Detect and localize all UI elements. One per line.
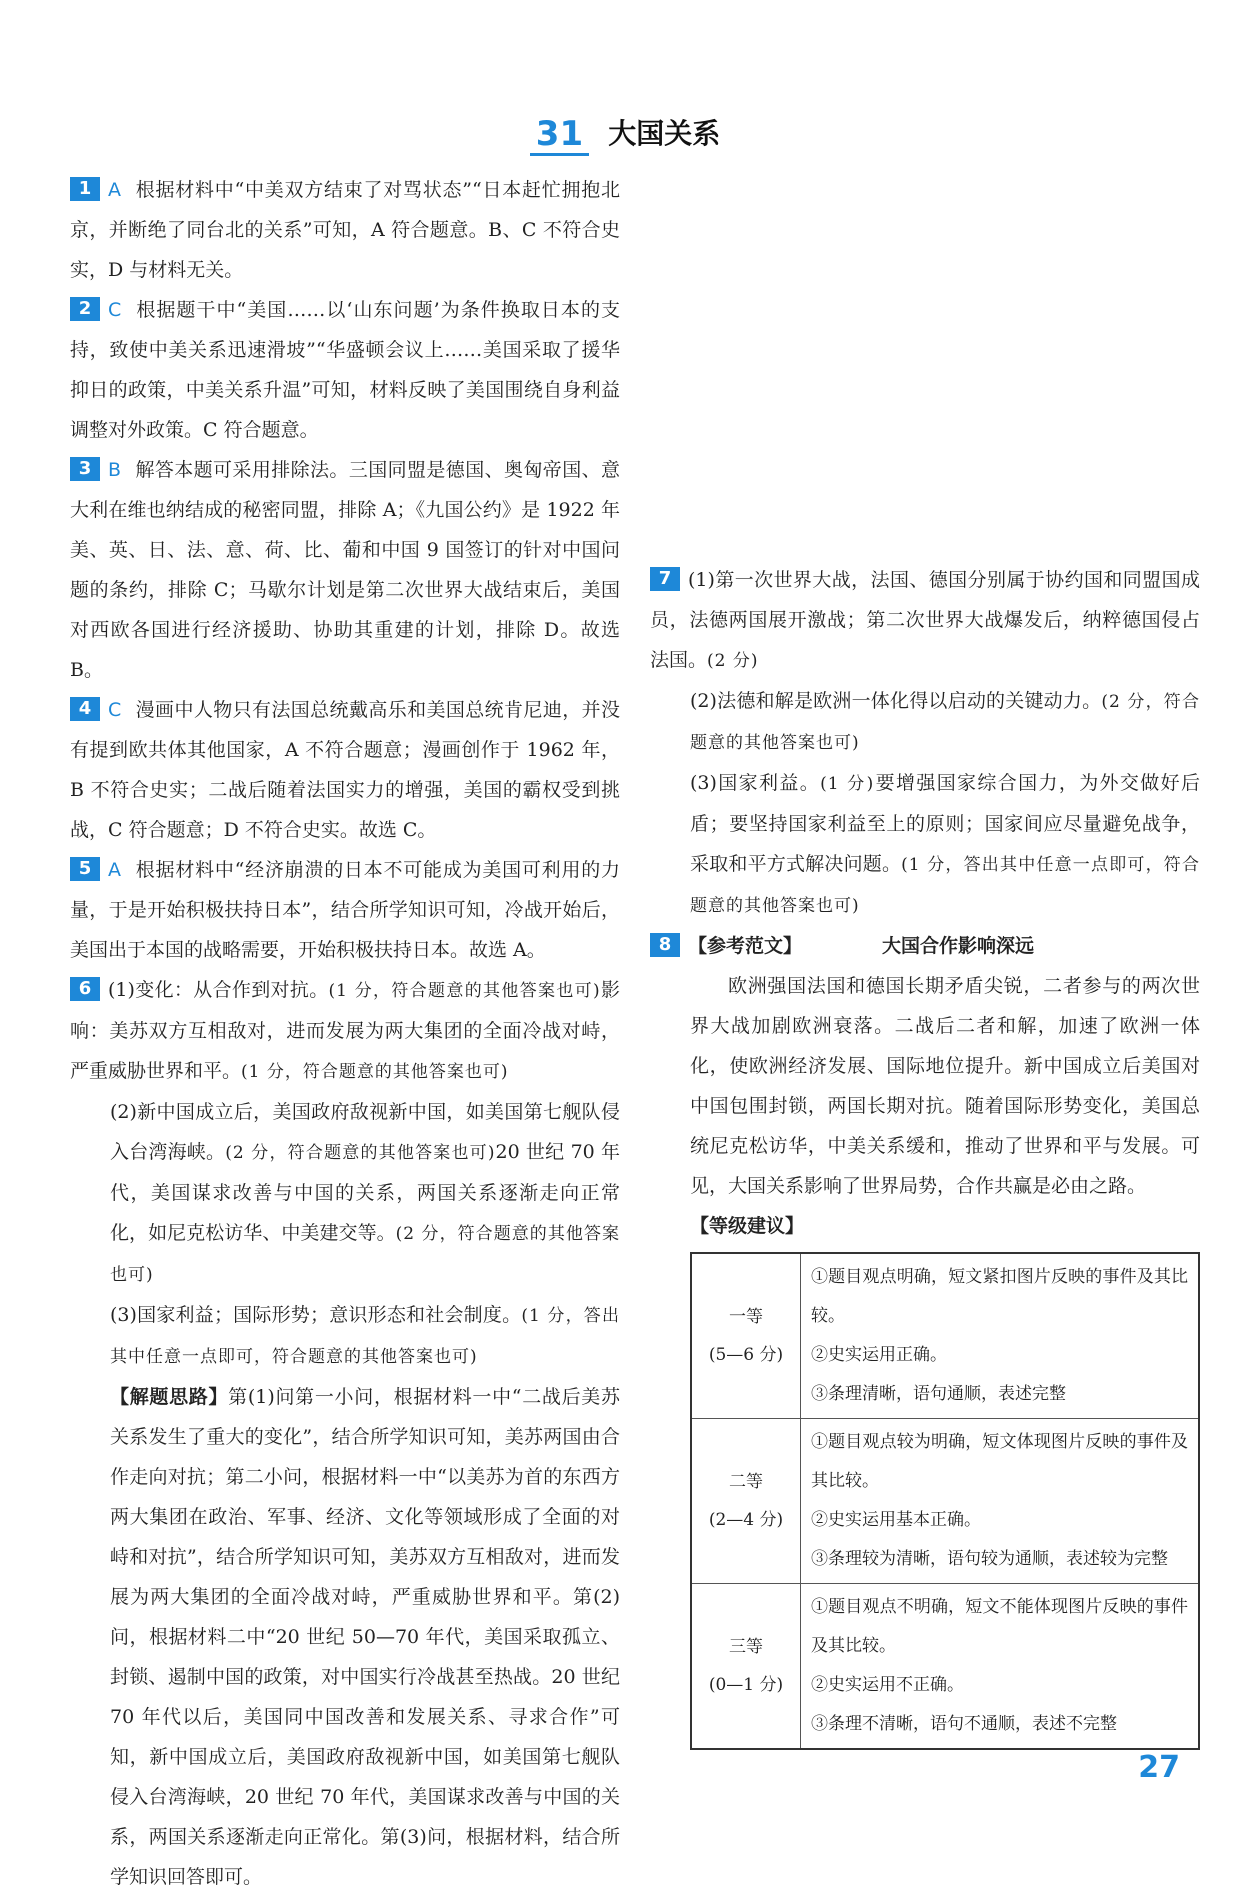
answer-choice: C <box>108 699 122 721</box>
score-note: (2 分，符合题意的其他答案也可) <box>690 692 1200 753</box>
answer-6-part-1 <box>70 970 620 1092</box>
score-note: (1 分，符合题意的其他答案也可) <box>328 981 601 1001</box>
score-note: (2 分，符合题意的其他答案也可) <box>110 1224 620 1285</box>
solution-approach-text: 第(1)问第一小问，根据材料一中“二战后美苏关系发生了重大的变化”，结合所学知识可知，美苏两国由合作走向对抗；第二小问，根据材料一中“以美苏为首的东西方两大集团在政治、军事、经济、文化等领域形成了全面的对峙和对抗”，结合所学知识可知，美苏双方互相敌对，进而发展为两大集团的全面冷战对峙，严重威胁世界和平。第(2)问，根据材料二中“20 世纪 50—70 年代，美国采取孤立、封锁、遏制中国的政策，对中国实行冷战甚至热战。20 世纪 70 年代以后，美国同中国改善和发展关系、寻求合作”可知，新中国成立后，美国政府敌视新中国，如美国第七舰队侵入台湾海峡，20 世纪 70 年代，美国谋求改善与中国的关系，两国关系逐渐走向正常化。第(3)问，根据材料，结合所学知识回答即可。 <box>110 1386 620 1888</box>
section-heading: 大国关系 <box>608 117 721 150</box>
criterion: ①题目观点较为明确，短文体现图片反映的事件及其比较。 <box>811 1432 1188 1491</box>
grade-table <box>690 1252 1200 1750</box>
criterion: ②史实运用不正确。 <box>811 1675 964 1695</box>
answer-6-part-2 <box>70 1092 620 1295</box>
explanation-text: 根据题干中“美国……以‘山东问题’为条件换取日本的支持，致使中美关系迅速滑坡”“华盛顿会议上……美国采取了援华抑日的政策，中美关系升温”可知，材料反映了美国围绕自身利益调整对外政策。C 符合题意。 <box>70 299 620 441</box>
answer-text: (1)第一次世界大战，法国、德国分别属于协约国和同盟国成员，法德两国展开激战；第二次世界大战爆发后，纳粹德国侵占法国。 <box>650 569 1200 671</box>
answer-choice: A <box>108 179 121 201</box>
explanation-text: 根据材料中“中美双方结束了对骂状态”“日本赶忙拥抱北京，并断绝了同台北的关系”可知，A 符合题意。B、C 不符合史实，D 与材料无关。 <box>70 179 620 281</box>
question-number-badge: 5 <box>70 857 100 881</box>
answer-text: 20 世纪 70 年代，美国谋求改善与中国的关系，两国关系逐渐走向正常化，如尼克松访华、中美建交等。 <box>110 1141 620 1244</box>
score-note: (1 分，答出其中任意一点即可，符合题意的其他答案也可) <box>690 855 1200 916</box>
answer-text: (3)国家利益。 <box>690 772 821 794</box>
answer-choice: B <box>108 459 122 481</box>
grade-suggestion-heading: 【等级建议】 <box>690 1215 805 1237</box>
score-note: (2 分) <box>707 651 759 671</box>
criterion: ③条理清晰，语句通顺，表述完整 <box>811 1384 1066 1404</box>
answer-8-header <box>650 926 1200 966</box>
model-essay: 欧洲强国法国和德国长期矛盾尖锐，二者参与的两次世界大战加剧欧洲衰落。二战后二者和解，加速了欧洲一体化，使欧洲经济发展、国际地位提升。新中国成立后美国对中国包围封锁，两国长期对抗。随着国际形势变化，美国总统尼克松访华，中美关系缓和，推动了世界和平与发展。可见，大国关系影响了世界局势，合作共赢是必由之路。 <box>690 975 1200 1197</box>
answer-7-part-2 <box>650 681 1200 763</box>
question-number-badge: 6 <box>70 977 100 1001</box>
answer-text: 要增强国家综合国力，为外交做好后盾；要坚持国家利益至上的原则；国家间应尽量避免战争，采取和平方式解决问题。 <box>690 772 1200 875</box>
question-number-badge: 2 <box>70 297 100 321</box>
grade-row <box>691 1584 1199 1750</box>
model-essay-label: 【参考范文】 <box>688 935 803 957</box>
grade-criteria-cell <box>801 1419 1200 1584</box>
grade-row <box>691 1419 1199 1584</box>
answer-4 <box>70 690 620 850</box>
answer-5 <box>70 850 620 970</box>
criterion: ①题目观点明确，短文紧扣图片反映的事件及其比较。 <box>811 1267 1188 1326</box>
answer-3 <box>70 450 620 690</box>
grade-level-cell <box>691 1419 801 1584</box>
grade-criteria-cell <box>801 1584 1200 1750</box>
explanation-text: 解答本题可采用排除法。三国同盟是德国、奥匈帝国、意大利在维也纳结成的秘密同盟，排除 A；《九国公约》是 1922 年美、英、日、法、意、荷、比、葡和中国 9 国签订的针对中国问题的条约，排除 C；马歇尔计划是第二次世界大战结束后，美国对西欧各国进行经济援助、协助其重建的计划，排除 D。故选 B。 <box>70 459 620 681</box>
grade-level: 三等 <box>729 1637 763 1657</box>
grade-level: 二等 <box>729 1472 763 1492</box>
answer-text: (3)国家利益；国际形势；意识形态和社会制度。 <box>110 1304 522 1326</box>
answer-1 <box>70 170 620 290</box>
answer-7-part-1 <box>650 560 1200 681</box>
question-number-badge: 8 <box>650 933 680 957</box>
explanation-text: 漫画中人物只有法国总统戴高乐和美国总统肯尼迪，并没有提到欧共体其他国家，A 不符合题意；漫画创作于 1962 年，B 不符合史实；二战后随着法国实力的增强，美国的霸权受到挑战，C 符合题意；D 不符合史实。故选 C。 <box>70 699 620 841</box>
grade-level-cell <box>691 1584 801 1750</box>
answer-6-part-3 <box>70 1295 620 1377</box>
answer-2 <box>70 290 620 450</box>
grade-level: 一等 <box>729 1307 763 1327</box>
question-number-badge: 1 <box>70 177 100 201</box>
grade-score: (5—6 分) <box>708 1345 784 1365</box>
answer-7-part-3 <box>650 763 1200 926</box>
grade-criteria-cell <box>801 1253 1200 1419</box>
criterion: ③条理较为清晰，语句较为通顺，表述较为完整 <box>811 1549 1168 1569</box>
score-note: (1 分) <box>820 774 875 794</box>
section-title <box>0 112 1250 156</box>
question-number-badge: 4 <box>70 697 100 721</box>
answer-text: 影响：美苏双方互相敌对，进而发展为两大集团的全面冷战对峙，严重威胁世界和平。 <box>70 979 620 1082</box>
score-note: (1 分，答出其中任意一点即可，符合题意的其他答案也可) <box>110 1306 620 1367</box>
answer-text: (2)法德和解是欧洲一体化得以启动的关键动力。 <box>690 690 1102 712</box>
grade-score: (0—1 分) <box>708 1675 784 1695</box>
answer-text: (2)新中国成立后，美国政府敌视新中国，如美国第七舰队侵入台湾海峡。 <box>110 1101 620 1163</box>
criterion: ②史实运用基本正确。 <box>811 1510 981 1530</box>
criterion: ①题目观点不明确，短文不能体现图片反映的事件及其比较。 <box>811 1597 1188 1656</box>
left-column <box>70 170 620 1897</box>
question-number-badge: 7 <box>650 567 680 591</box>
answer-text: (1)变化：从合作到对抗。 <box>108 979 329 1001</box>
grade-row <box>691 1253 1199 1419</box>
explanation-text: 根据材料中“经济崩溃的日本不可能成为美国可利用的力量，于是开始积极扶持日本”，结合所学知识可知，冷战开始后，美国出于本国的战略需要，开始积极扶持日本。故选 A。 <box>70 859 620 961</box>
criterion: ③条理不清晰，语句不通顺，表述不完整 <box>811 1714 1117 1734</box>
essay-title: 大国合作影响深远 <box>882 935 1035 957</box>
answer-choice: C <box>108 299 122 321</box>
grade-score: (2—4 分) <box>708 1510 784 1530</box>
solution-approach <box>70 1377 620 1897</box>
score-note: (2 分，符合题意的其他答案也可) <box>225 1143 496 1163</box>
page-number: 27 <box>1138 1750 1180 1785</box>
answer-choice: A <box>108 859 121 881</box>
right-column <box>650 560 1200 1750</box>
score-note: (1 分，符合题意的其他答案也可) <box>241 1062 509 1082</box>
section-number: 31 <box>530 115 589 156</box>
grade-level-cell <box>691 1253 801 1419</box>
question-number-badge: 3 <box>70 457 100 481</box>
solution-approach-label: 【解题思路】 <box>110 1386 229 1408</box>
criterion: ②史实运用正确。 <box>811 1345 947 1365</box>
